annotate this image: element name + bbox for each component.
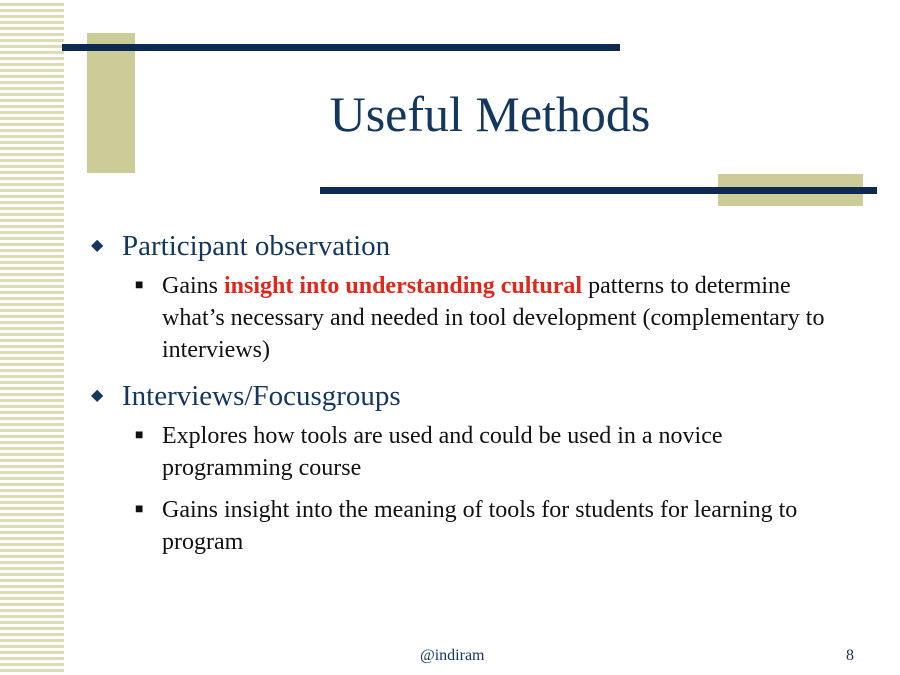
highlighted-text: insight into understanding cultural [224, 273, 583, 299]
decorative-bar-top [62, 44, 620, 51]
diamond-bullet-icon: ◆ [91, 237, 104, 254]
bullet-label: Interviews/Focusgroups [122, 380, 401, 412]
sub-bullet-item [85, 494, 845, 558]
sub-bullet-text-suffix: patterns to determine what’s necessary and needed in tool development (complementary to interviews) [162, 273, 825, 363]
bullet-label: Participant observation [122, 230, 391, 262]
sub-bullet-item [85, 420, 845, 484]
bullet-item [85, 228, 845, 264]
slide-content [85, 224, 845, 558]
square-bullet-icon: ■ [135, 428, 144, 443]
sub-bullet-text: Explores how tools are used and could be used in a novice programming course [162, 423, 723, 481]
footer-author: @indiram [420, 647, 485, 664]
decorative-block-top [87, 33, 135, 173]
decorative-bar-bottom [320, 187, 877, 194]
slide-title: Useful Methods [329, 86, 651, 142]
sub-bullet-item [85, 270, 845, 366]
sub-bullet-text-prefix: Gains [162, 273, 224, 299]
bullet-item [85, 378, 845, 414]
sub-bullet-text: Gains insight into the meaning of tools for students for learning to program [162, 497, 798, 555]
square-bullet-icon: ■ [135, 502, 144, 517]
diamond-bullet-icon: ◆ [91, 387, 104, 404]
square-bullet-icon: ■ [135, 278, 144, 293]
page-number: 8 [846, 647, 854, 664]
decorative-stripes [0, 0, 64, 675]
